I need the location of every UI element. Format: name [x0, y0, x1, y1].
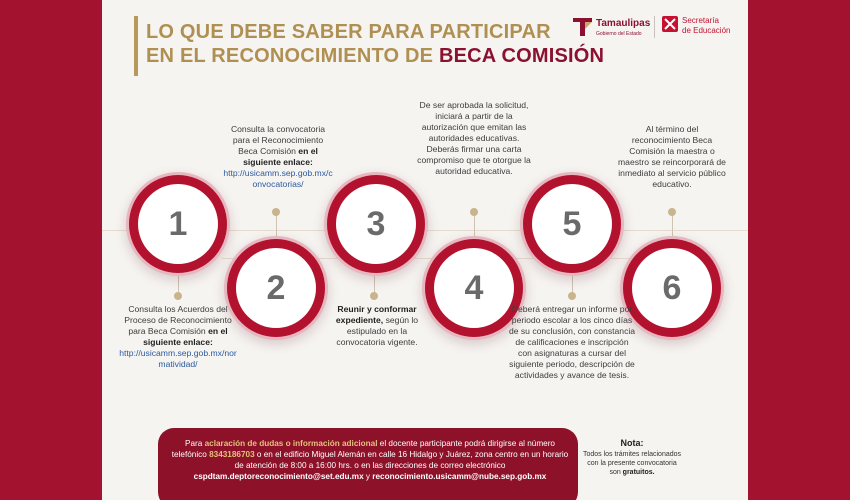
step-number-6: 6: [662, 269, 682, 307]
step-text-2: [222, 124, 334, 190]
step-number-1: 1: [168, 205, 188, 243]
title-line-2-prefix: EN EL RECONOCIMIENTO DE: [146, 45, 439, 67]
step-number-2: 2: [266, 269, 286, 307]
step-text-4: [416, 100, 532, 177]
connector-3: [374, 264, 375, 294]
secretaria-line-1: Secretaría: [682, 16, 719, 25]
step-circle-5: [532, 184, 612, 264]
step-text-3: [322, 304, 432, 348]
contact-p3: o en el edificio Miguel Alemán en calle 16 Hidalgo y Juárez, zona centro en un horario de atención de 8:00 a 16:00 hrs. o en las direcciones de correo electrónico: [234, 450, 569, 470]
step-3-bold: Reunir y conformar expediente,: [335, 304, 417, 325]
step-text-6: [616, 124, 728, 190]
step-6-text: Al término del reconocimiento Beca Comisión la maestra o maestro se reincorporará de inmediato al servicio público educativo.: [618, 124, 726, 189]
connector-6: [672, 214, 673, 244]
tamaulipas-logo-icon: [572, 16, 594, 38]
connector-5: [572, 264, 573, 294]
secretaria-logo-icon: [662, 16, 678, 32]
logo-divider: [654, 16, 655, 38]
tamaulipas-logo-text: Tamaulipas: [596, 18, 651, 29]
contact-email-1[interactable]: cspdtam.deptoreconocimiento@set.edu.mx: [193, 472, 364, 481]
step-text-5: [508, 304, 636, 381]
contact-phone[interactable]: 8343186703: [209, 450, 255, 459]
infographic-card: [102, 0, 748, 500]
step-2-bold: en el siguiente enlace:: [243, 146, 318, 167]
contact-p2: el docente participante podrá dirigirse al número telefónico: [171, 439, 555, 459]
step-4-text: De ser aprobada la solicitud, iniciará a partir de la autorización que emitan las autoridades educativas. Deberás firmar una carta compromiso que te otorgue la autoridad educativa.: [417, 100, 531, 176]
step-circle-1: [138, 184, 218, 264]
step-number-3: 3: [366, 205, 386, 243]
step-circle-6: [632, 248, 712, 328]
title-line-2-strong: BECA COMISIÓN: [438, 45, 605, 67]
contact-p1: Para: [185, 439, 205, 448]
contact-highlight: aclaración de dudas o información adicional: [204, 439, 378, 448]
step-5-text: Deberá entregar un informe por periodo escolar a los cinco días de su conclusión, con constancia de calificaciones e inscripción con asignaturas a cursar del siguiente periodo, descripción de actividades y avance de tesis.: [508, 304, 636, 380]
step-number-5: 5: [562, 205, 582, 243]
dot-2: [272, 208, 280, 216]
note-bold: gratuitos.: [622, 469, 655, 476]
title-accent-bar: [134, 16, 138, 76]
step-1-bold: en el siguiente enlace:: [143, 326, 228, 347]
note-title: Nota:: [620, 438, 644, 448]
step-number-4: 4: [464, 269, 484, 307]
logos: [572, 12, 742, 42]
tamaulipas-logo-subtext: Gobierno del Estado: [596, 31, 642, 37]
contact-p4: y: [363, 472, 373, 481]
page-title: [146, 20, 604, 68]
step-circle-4: [434, 248, 514, 328]
dot-6: [668, 208, 676, 216]
contact-email-2[interactable]: reconocimiento.usicamm@nube.sep.gob.mx: [372, 472, 547, 481]
connector-2: [276, 212, 277, 242]
note-text: [582, 450, 682, 477]
step-circle-2: [236, 248, 316, 328]
dot-5: [568, 292, 576, 300]
step-circle-3: [336, 184, 416, 264]
note-body: Todos los trámites relacionados con la presente convocatoria son: [582, 451, 682, 476]
secretaria-line-2: de Educación: [682, 26, 731, 35]
step-1-link[interactable]: http://usicamm.sep.gob.mx/normatividad/: [119, 348, 237, 369]
contact-text: [170, 438, 570, 482]
connector-4: [474, 214, 475, 244]
step-2-text: Consulta la convocatoria para el Reconocimiento Beca Comisión: [230, 124, 326, 156]
dot-1: [174, 292, 182, 300]
step-1-text: Consulta los Acuerdos del Proceso de Reconocimiento para Beca Comisión: [124, 304, 232, 336]
connector-1: [178, 264, 179, 294]
step-2-link[interactable]: http://usicamm.sep.gob.mx/convocatorias/: [223, 168, 333, 189]
dot-3: [370, 292, 378, 300]
secretaria-logo-text: [682, 16, 730, 36]
title-line-2: [146, 44, 604, 68]
step-3-text: según lo estipulado en la convocatoria vigente.: [336, 315, 419, 347]
dot-4: [470, 208, 478, 216]
title-line-1: LO QUE DEBE SABER PARA PARTICIPAR: [146, 21, 551, 43]
step-text-1: [116, 304, 240, 370]
